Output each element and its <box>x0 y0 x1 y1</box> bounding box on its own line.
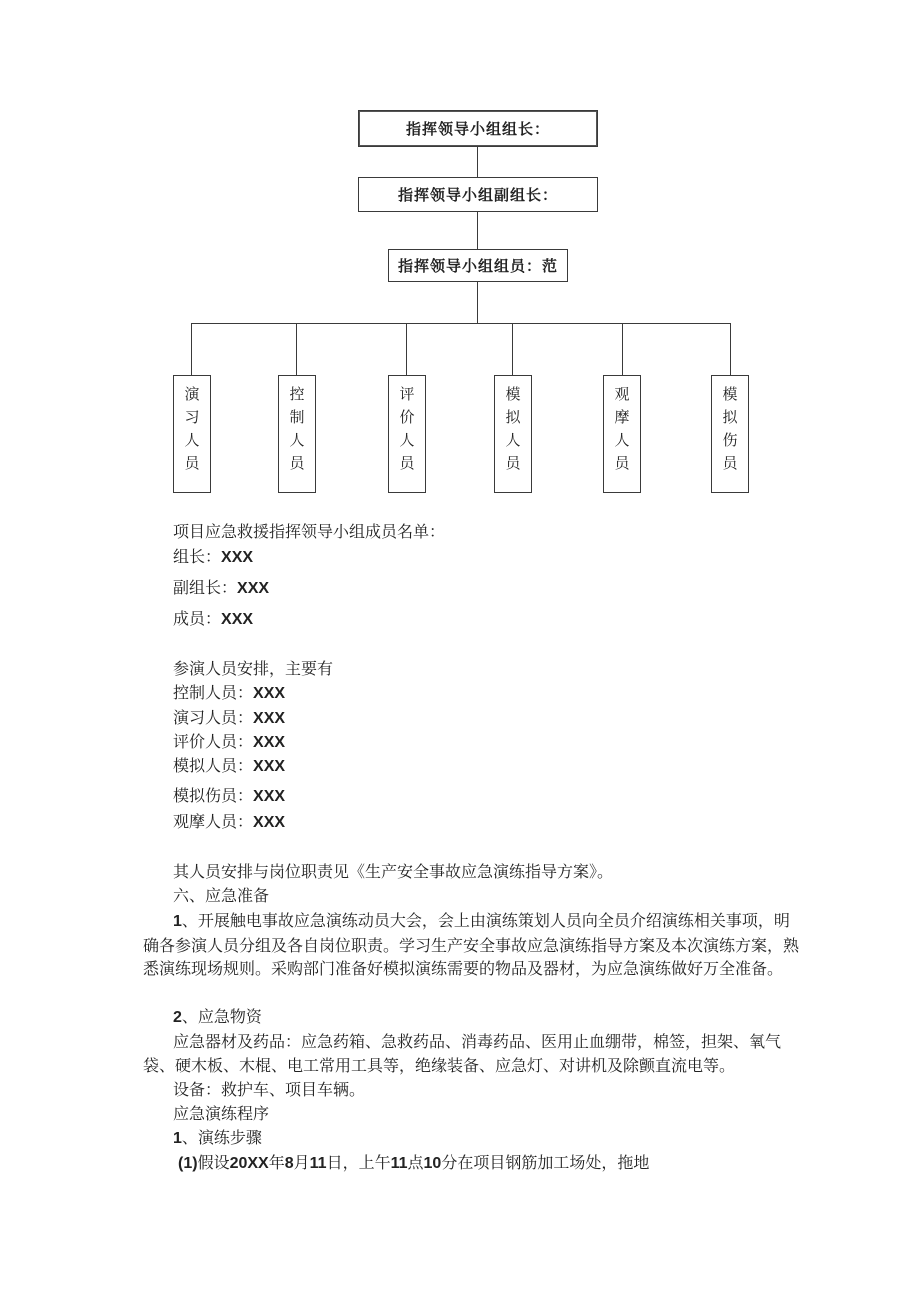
connector-line <box>477 212 478 249</box>
participants-title: 参演人员安排，主要有 <box>173 659 334 678</box>
participant-row <box>173 784 285 809</box>
paragraph-7 <box>178 1151 649 1176</box>
participant-label: 评价人员： <box>173 732 254 751</box>
paragraph-3: 应急器材及药品：应急药箱、急救药品、消毒药品、医用止血绷带，棉签，担架、氧气袋、硬木板、木棍、电工常用工具等，绝缘装备、应急灯、对讲机及除颤直流电等。 <box>143 1032 782 1075</box>
connector-drop <box>512 323 513 375</box>
step-text: 日，上午 <box>326 1153 391 1172</box>
step-month: 8 <box>284 1155 294 1172</box>
roster-deputy <box>173 576 269 601</box>
paragraph-4: 设备：救护车、项目车辆。 <box>173 1080 366 1099</box>
paragraph-text: 、演练步骤 <box>181 1128 262 1147</box>
role-label: 模拟人员 <box>503 386 522 478</box>
role-label: 演习人员 <box>182 386 201 478</box>
role-box <box>278 375 316 493</box>
participant-row <box>173 681 285 706</box>
paragraph-text: 、开展触电事故应急演练动员大会，会上由演练策划人员向全员介绍演练相关事项，明确各参演人员分组及各自岗位职责。学习生产安全事故应急演练指导方案及本次演练方案，熟悉演练现场规则。采购部门准备好模拟演练需要的物品及器材，为应急演练做好万全准备。 <box>143 911 800 978</box>
section-heading: 六、应急准备 <box>173 886 270 905</box>
role-box <box>494 375 532 493</box>
step-minute: 10 <box>423 1155 442 1172</box>
participant-value: XXX <box>253 710 286 727</box>
role-box <box>711 375 749 493</box>
participant-row <box>173 706 285 731</box>
participant-value: XXX <box>253 788 286 805</box>
roster-deputy-value: XXX <box>237 580 270 597</box>
role-label: 观摩人员 <box>612 386 631 478</box>
role-label: 评价人员 <box>397 386 416 478</box>
participant-label: 演习人员： <box>173 708 254 727</box>
roster-leader <box>173 545 253 570</box>
chart-box-leader <box>358 110 598 147</box>
connector-bus <box>191 323 730 324</box>
chart-label-leader: 指挥领导小组组长： <box>405 120 550 138</box>
roster-leader-label: 组长： <box>173 547 222 566</box>
participant-label: 模拟人员： <box>173 756 254 775</box>
paragraph-5: 应急演练程序 <box>173 1104 270 1123</box>
roster-member-label: 成员： <box>173 609 222 628</box>
roster-deputy-label: 副组长： <box>173 578 238 597</box>
step-day: 11 <box>309 1155 327 1172</box>
paragraph-text: 、应急物资 <box>181 1007 262 1026</box>
step-number: (1) <box>178 1155 198 1172</box>
step-text: 点 <box>407 1153 424 1172</box>
connector-drop <box>622 323 623 375</box>
paragraph-2 <box>173 1005 262 1030</box>
paragraph-number: 2 <box>173 1009 182 1026</box>
participant-value: XXX <box>253 814 286 831</box>
step-hour: 11 <box>390 1155 408 1172</box>
role-label: 控制人员 <box>287 386 306 478</box>
participant-row <box>173 730 285 755</box>
step-text: 月 <box>293 1153 310 1172</box>
step-year: 20XX <box>229 1155 269 1172</box>
step-text: 年 <box>268 1153 285 1172</box>
roster-title: 项目应急救援指挥领导小组成员名单： <box>173 522 446 541</box>
participant-label: 模拟伤员： <box>173 786 254 805</box>
connector-drop <box>296 323 297 375</box>
participant-label: 控制人员： <box>173 683 254 702</box>
participant-value: XXX <box>253 685 286 702</box>
participant-row <box>173 754 285 779</box>
connector-line <box>477 147 478 177</box>
connector-drop <box>191 323 192 375</box>
participant-value: XXX <box>253 758 286 775</box>
connector-line <box>477 282 478 323</box>
role-box <box>173 375 211 493</box>
connector-drop <box>730 323 731 375</box>
roster-member <box>173 607 253 632</box>
paragraph-1 <box>143 909 803 981</box>
step-text: 假设 <box>197 1153 230 1172</box>
chart-label-deputy: 指挥领导小组副组长： <box>397 186 558 204</box>
paragraph-number: 1 <box>173 913 182 930</box>
paragraph-6 <box>173 1126 262 1151</box>
participant-label: 观摩人员： <box>173 812 254 831</box>
role-box <box>388 375 426 493</box>
role-box <box>603 375 641 493</box>
roster-member-value: XXX <box>221 611 254 628</box>
duties-line: 其人员安排与岗位职责见《生产安全事故应急演练指导方案》。 <box>173 862 614 881</box>
chart-label-member: 指挥领导小组组员：范 <box>397 257 558 275</box>
participant-value: XXX <box>253 734 286 751</box>
chart-box-deputy <box>358 177 598 212</box>
roster-leader-value: XXX <box>221 549 254 566</box>
connector-drop <box>406 323 407 375</box>
step-text: 分在项目钢筋加工场处，拖地 <box>441 1153 650 1172</box>
participant-row <box>173 810 285 835</box>
paragraph-number: 1 <box>173 1130 182 1147</box>
chart-box-member <box>388 249 568 282</box>
role-label: 模拟伤员 <box>720 386 739 478</box>
